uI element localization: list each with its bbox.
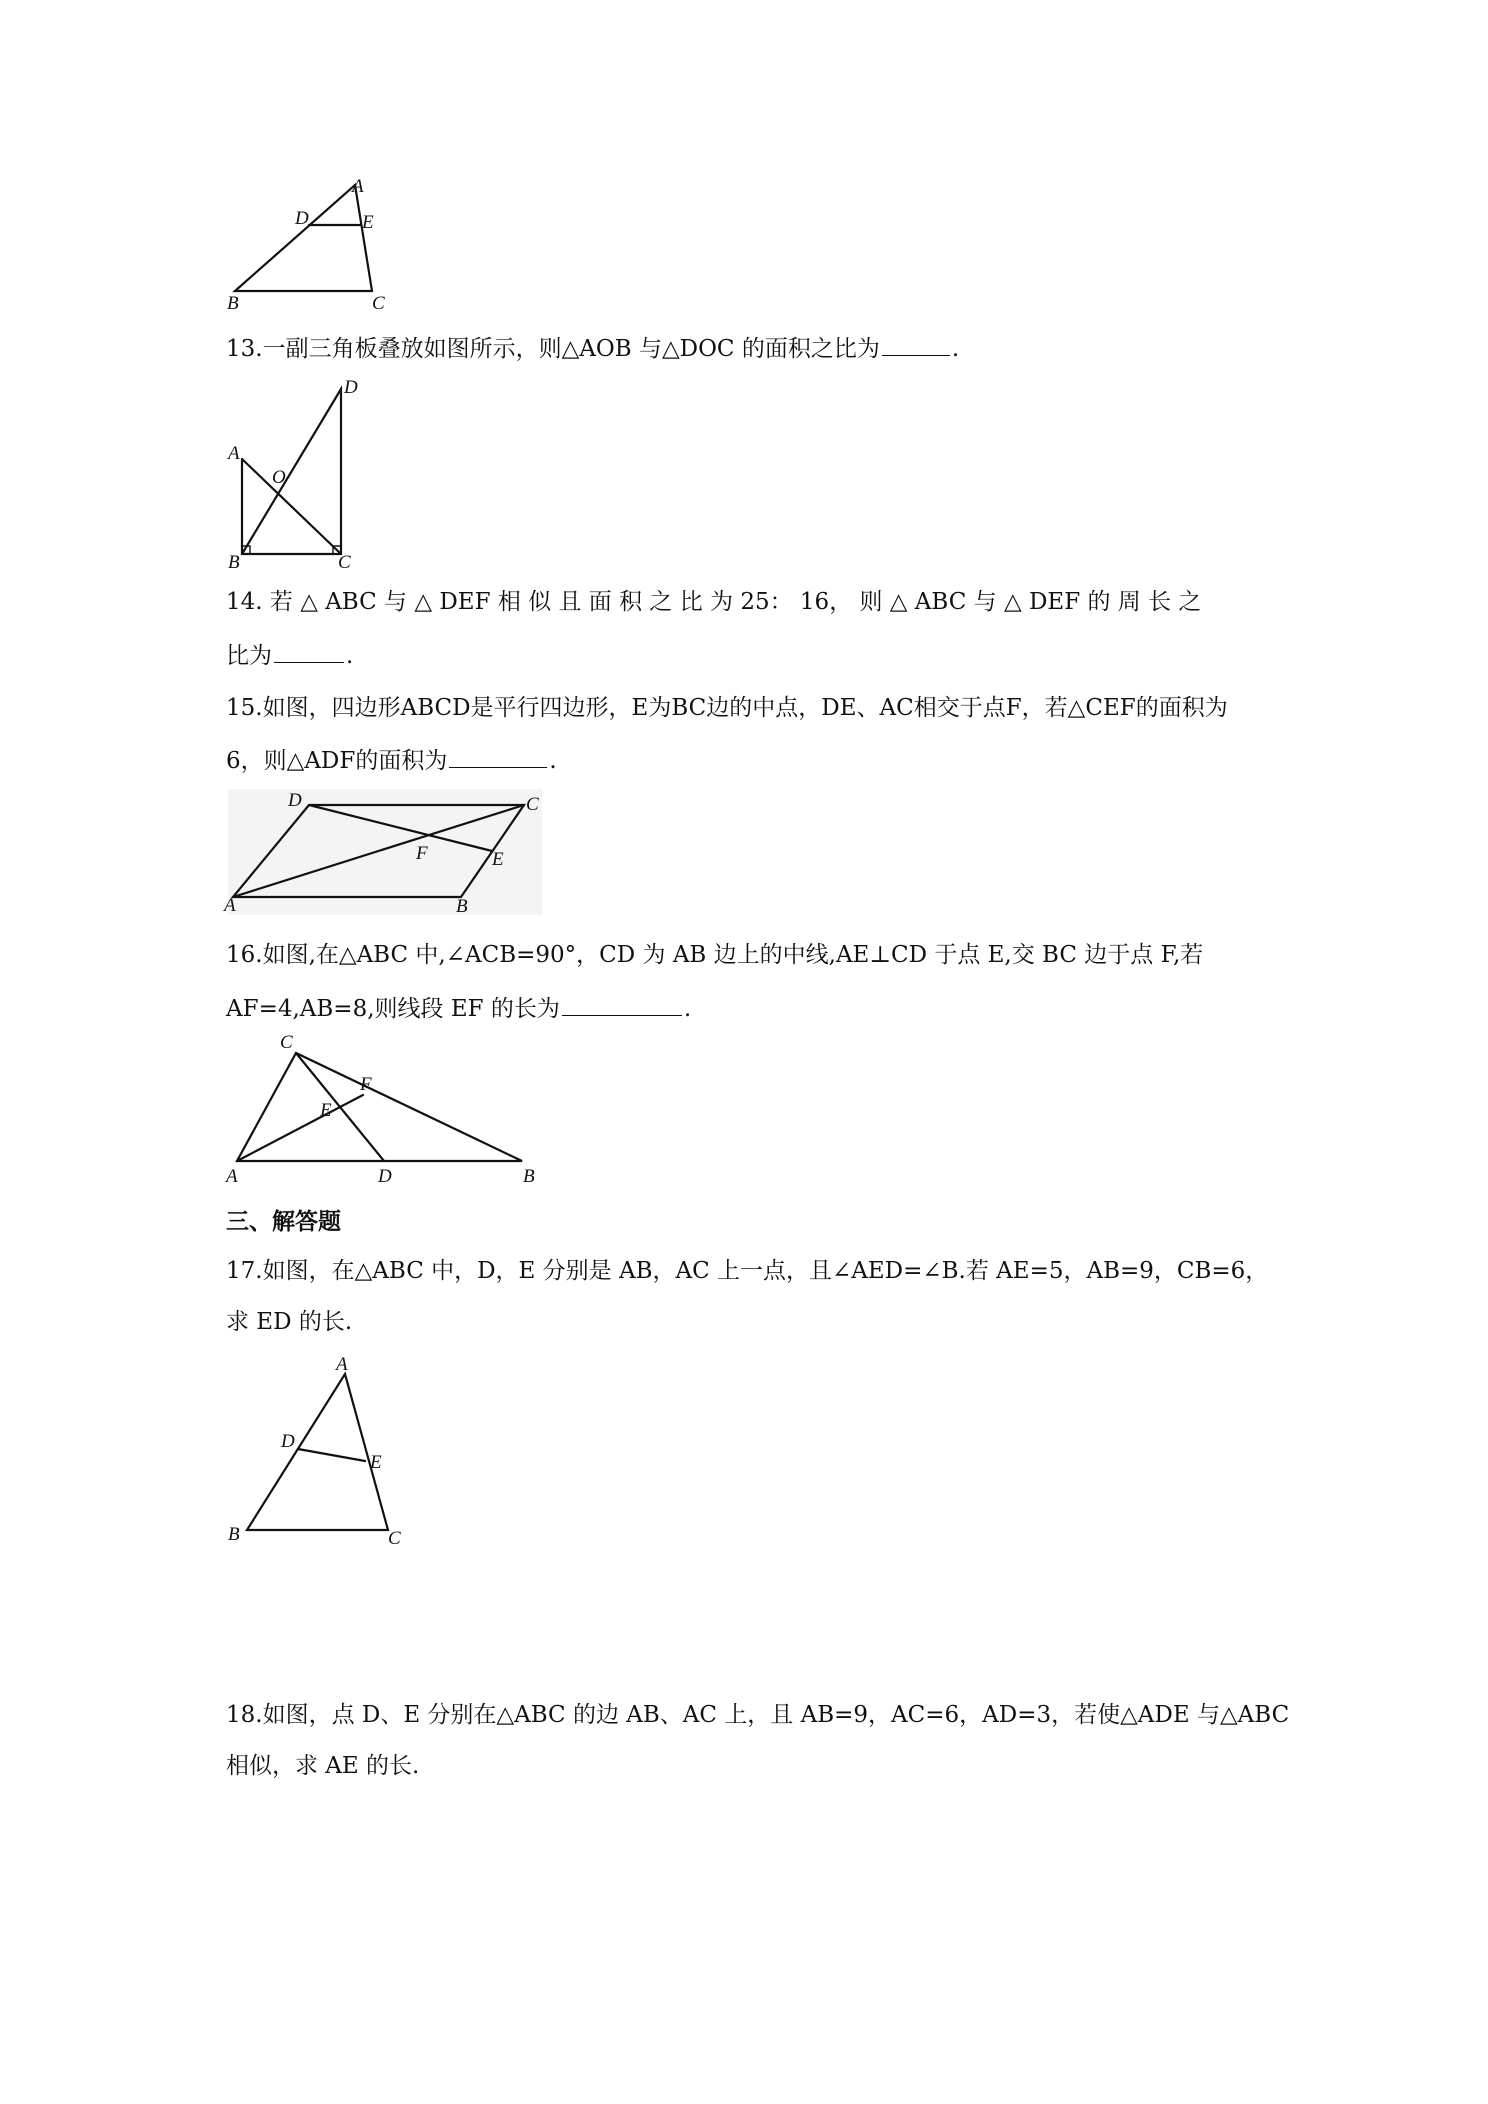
answer-blank-14[interactable] [274,640,344,663]
label-c: C [338,552,351,573]
question-16-line1: 16.如图,在△ABC 中,∠ACB=90°，CD 为 AB 边上的中线,AE⊥CD 于点 E,交 BC 边于点 F,若 [226,942,1204,968]
section-3-title: 三、解答题 [226,1209,341,1235]
triangle-abc [237,1053,522,1161]
answer-blank-13[interactable] [882,333,950,356]
label-b: B [228,1524,240,1545]
label-c: C [526,794,539,815]
label-a: A [224,895,236,916]
label-o: O [272,467,286,488]
question-14-line2 [226,640,353,671]
question-13 [226,333,959,364]
figure-q13-set-squares [220,375,370,575]
segment-de [298,1449,365,1461]
question-13-text: 13.一副三角板叠放如图所示，则△AOB 与△DOC 的面积之比为 [226,336,880,362]
question-15-line2-text: 6，则△ADF的面积为 [226,748,448,774]
question-16-end: . [683,996,692,1022]
label-a: A [228,443,240,464]
label-d: D [378,1166,392,1187]
question-17-line2: 求 ED 的长. [226,1309,353,1335]
label-a: A [352,176,364,197]
label-e: E [362,212,374,233]
label-d: D [281,1431,295,1452]
triangle-abc [235,185,372,291]
question-13-end: . [951,336,960,362]
label-d: D [295,208,309,229]
figure-q17-triangle [220,1350,420,1550]
question-15-line2 [226,745,557,776]
question-16-line2-text: AF=4,AB=8,则线段 EF 的长为 [226,996,560,1022]
answer-blank-15[interactable] [449,745,547,768]
question-14-end: . [346,643,354,669]
label-b: B [456,896,468,917]
label-d: D [344,377,358,398]
question-17-line1: 17.如图，在△ABC 中，D，E 分别是 AB，AC 上一点，且∠AED=∠B.若 AE=5，AB=9，CB=6， [226,1258,1269,1284]
label-d: D [288,790,302,811]
question-14-line1: 14. 若 △ ABC 与 △ DEF 相 似 且 面 积 之 比 为 25： 16， 则 △ ABC 与 △ DEF 的 周 长 之 [226,589,1202,615]
question-15-end: . [549,748,557,774]
question-15-line1: 15.如图，四边形ABCD是平行四边形，E为BC边的中点，DE、AC相交于点F，若△CEF的面积为 [226,695,1228,721]
label-c: C [388,1528,401,1549]
label-e: E [320,1100,332,1121]
label-c: C [280,1032,293,1053]
label-a: A [336,1354,348,1375]
figure-q16-right-triangle [220,1030,550,1190]
label-e: E [370,1452,382,1473]
figure-q12-triangle [220,170,400,315]
set-square-outline [242,389,341,554]
question-18-line1: 18.如图，点 D、E 分别在△ABC 的边 AB、AC 上，且 AB=9，AC=6，AD=3，若使△ADE 与△ABC [226,1702,1290,1728]
label-e: E [492,849,504,870]
label-b: B [228,552,240,573]
label-f: F [360,1074,372,1095]
question-18-line2: 相似，求 AE 的长. [226,1753,420,1779]
label-a: A [226,1166,238,1187]
label-c: C [372,293,385,314]
label-b: B [523,1166,535,1187]
answer-blank-16[interactable] [562,993,682,1016]
question-16-line2 [226,993,691,1024]
label-f: F [416,843,428,864]
question-14-line2-text: 比为 [226,643,272,669]
figure-q15-parallelogram [224,785,546,920]
label-b: B [227,293,239,314]
